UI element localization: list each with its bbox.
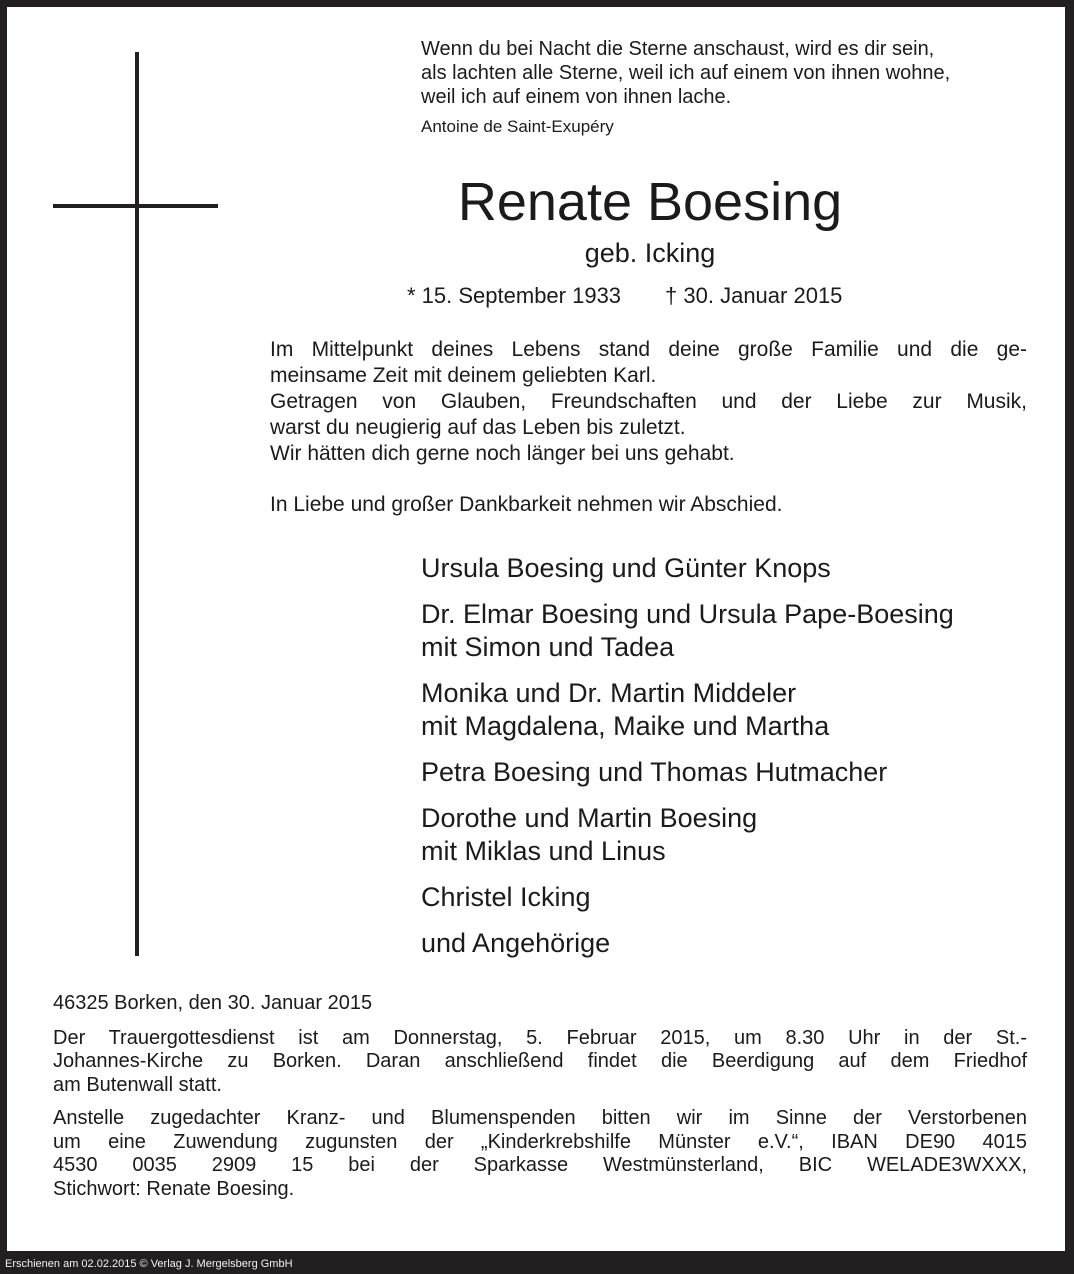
mourner-line: Dorothe und Martin Boesing: [421, 803, 758, 833]
quote-line: als lachten alle Sterne, weil ich auf einem von ihnen wohne,: [421, 62, 951, 84]
donation-info: [53, 1107, 1027, 1201]
service-line: am Butenwall statt.: [53, 1073, 222, 1096]
mourner-group: [421, 552, 954, 585]
mourner-line: und Angehörige: [421, 928, 611, 958]
mourner-line: mit Magdalena, Maike und Martha: [421, 711, 830, 741]
birth-name: geb. Icking: [584, 238, 716, 268]
mourner-group: [421, 756, 954, 789]
tribute-line: Im Mittelpunkt deines Lebens stand deine große Familie und die ge-: [270, 338, 1027, 361]
service-line: Der Trauergottesdienst ist am Donnerstag, 5. Februar 2015, um 8.30 Uhr in der St.-: [53, 1026, 1027, 1049]
publication-credit: Erschienen am 02.02.2015 © Verlag J. Mergelsberg GmbH: [5, 1258, 293, 1270]
deceased-name: Renate Boesing: [457, 172, 843, 232]
donation-line: 4530 0035 2909 15 bei der Sparkasse Westmünsterland, BIC WELADE3WXXX,: [53, 1154, 1027, 1176]
mourner-group: [421, 677, 954, 743]
donation-line: Anstelle zugedachter Kranz- und Blumenspenden bitten wir im Sinne der Verstorbenen: [53, 1107, 1027, 1129]
mourner-line: Christel Icking: [421, 882, 591, 912]
death-date: † 30. Januar 2015: [665, 283, 843, 308]
life-dates: [407, 282, 842, 310]
cross-icon: [135, 52, 139, 956]
donation-line: Stichwort: Renate Boesing.: [53, 1177, 295, 1200]
farewell-line: In Liebe und großer Dankbarkeit nehmen wir Abschied.: [270, 493, 783, 516]
place-and-date: 46325 Borken, den 30. Januar 2015: [53, 992, 373, 1014]
mourners-list: [421, 552, 954, 973]
tribute-line: Wir hätten dich gerne noch länger bei uns gehabt.: [270, 442, 735, 465]
funeral-service-info: [53, 1027, 1027, 1098]
mourner-line: mit Miklas und Linus: [421, 836, 666, 866]
tribute-line: Getragen von Glauben, Freundschaften und der Liebe zur Musik,: [270, 390, 1027, 413]
quote-line: Wenn du bei Nacht die Sterne anschaust, wird es dir sein,: [421, 38, 935, 60]
donation-line: um eine Zuwendung zugunsten der „Kinderkrebshilfe Münster e.V.“, IBAN DE90 4015: [53, 1130, 1027, 1153]
service-line: Johannes-Kirche zu Borken. Daran anschließend findet die Beerdigung auf dem Friedhof: [53, 1050, 1027, 1072]
mourner-group: [421, 927, 954, 960]
tribute-line: meinsame Zeit mit deinem geliebten Karl.: [270, 364, 657, 387]
mourner-line: Ursula Boesing und Günter Knops: [421, 553, 831, 583]
obituary-notice: [7, 7, 1065, 1251]
mourner-group: [421, 802, 954, 868]
epigraph-quote: [421, 37, 1061, 138]
quote-author: Antoine de Saint-Exupéry: [421, 117, 614, 136]
mourner-group: [421, 598, 954, 664]
birth-date: * 15. September 1933: [407, 283, 622, 308]
mourner-group: [421, 881, 954, 914]
quote-line: weil ich auf einem von ihnen lache.: [421, 86, 732, 108]
service-details: [53, 992, 1027, 1211]
mourner-line: Dr. Elmar Boesing und Ursula Pape-Boesing: [421, 599, 954, 629]
mourner-line: mit Simon und Tadea: [421, 632, 675, 662]
mourner-line: Monika und Dr. Martin Middeler: [421, 678, 797, 708]
tribute-line: warst du neugierig auf das Leben bis zuletzt.: [270, 416, 686, 439]
tribute-text: [270, 337, 1027, 518]
cross-icon-bar: [53, 204, 218, 208]
mourner-line: Petra Boesing und Thomas Hutmacher: [421, 757, 888, 787]
